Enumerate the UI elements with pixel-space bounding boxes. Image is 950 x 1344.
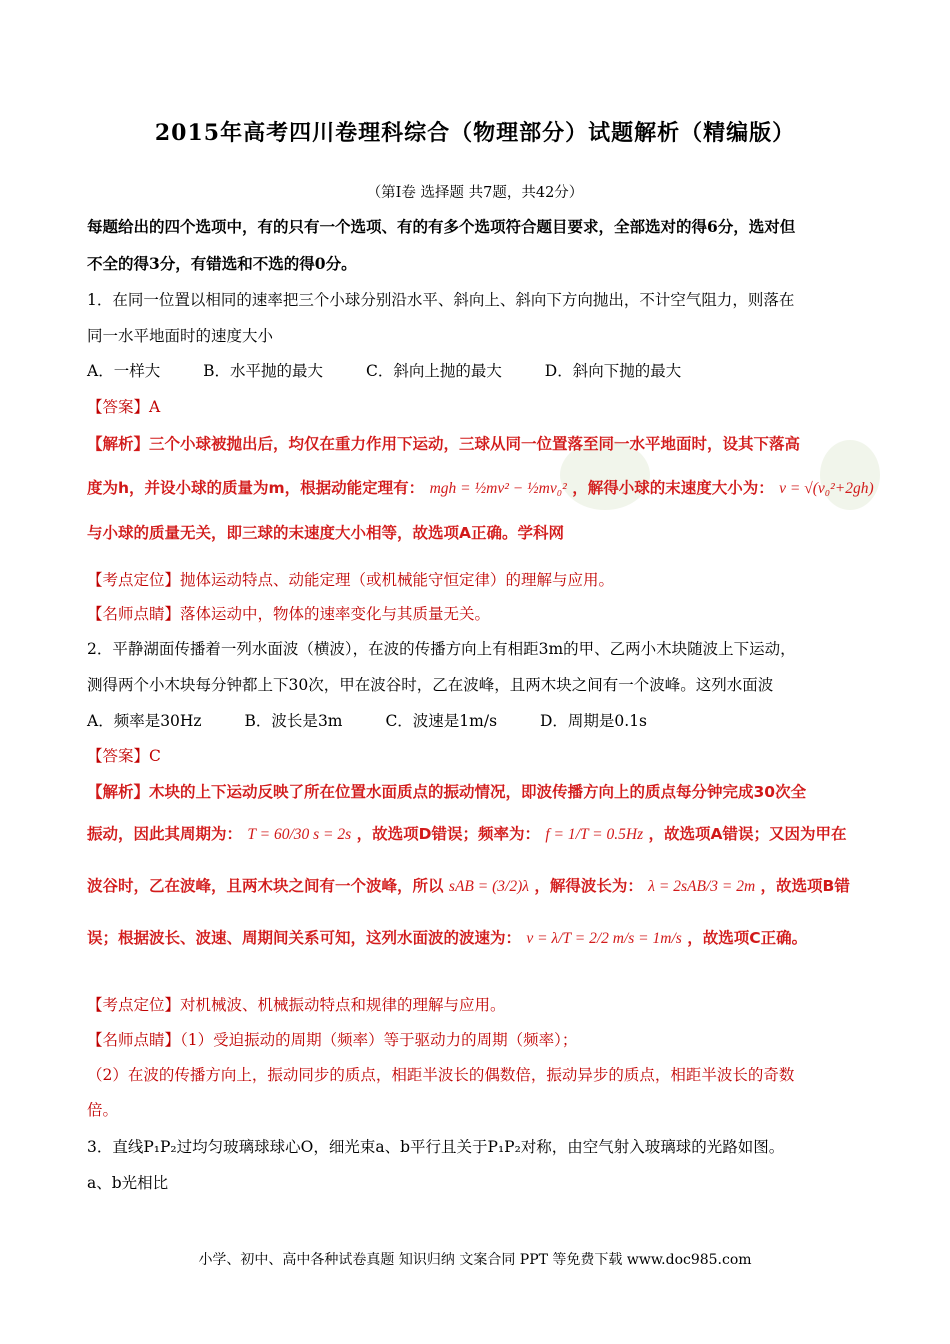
q3-stem-line-1: 3．直线P₁P₂过均匀玻璃球球心O，细光束a、b平行且关于P₁P₂对称，由空气射入玻璃球的光路如图。 — [87, 1138, 785, 1156]
q2-analysis-text-e: ，解得波长为： — [534, 877, 643, 895]
page-footer: 小学、初中、高中各种试卷真题 知识归纳 文案合同 PPT 等免费下载 www.doc985.com — [198, 1252, 752, 1268]
q2-formula-period: T = 60/30 s = 2s — [247, 826, 352, 843]
q2-analysis-line-4 — [87, 926, 807, 948]
q2-option-b: B．波长是3m — [244, 712, 343, 730]
q1-stem-line-1: 1．在同一位置以相同的速率把三个小球分别沿水平、斜向上、斜向下方向抛出，不计空气阻力，则落在 — [87, 291, 795, 309]
q1-analysis-text-b: ，解得小球的末速度大小为： — [572, 479, 774, 497]
q3-stem-line-2: a、b光相比 — [87, 1174, 169, 1192]
q2-dianjing-line-2: （2）在波的传播方向上，振动同步的质点，相距半波长的偶数倍，振动异步的质点，相距半波长的奇数 — [87, 1066, 795, 1084]
q1-answer: 【答案】A — [87, 398, 161, 416]
instructions-line-1: 每题给出的四个选项中，有的只有一个选项、有的有多个选项符合题目要求，全部选对的得6分，选对但 — [87, 217, 796, 236]
q2-stem-line-1: 2．平静湖面传播着一列水面波（横波），在波的传播方向上有相距3m的甲、乙两小木块随波上下运动， — [87, 640, 796, 658]
q2-analysis-text-f: ，故选项B错 — [760, 877, 850, 895]
q2-analysis-line-3 — [87, 874, 850, 896]
q2-formula-frequency: f = 1/T = 0.5Hz — [545, 826, 644, 843]
q1-option-b: B．水平抛的最大 — [203, 362, 324, 380]
watermark-logo-2 — [820, 440, 880, 510]
q1-analysis-text-a: 度为h，并设小球的质量为m，根据动能定理有： — [87, 479, 425, 497]
q2-analysis-text-b: ，故选项D错误；频率为： — [356, 825, 540, 843]
q2-option-a: A．频率是30Hz — [87, 712, 202, 730]
q1-analysis-line-1: 【解析】三个小球被抛出后，均仅在重力作用下运动，三球从同一位置落至同一水平地面时，设其下落高 — [87, 435, 801, 453]
section-subtitle: （第Ⅰ卷 选择题 共7题，共42分） — [366, 185, 584, 201]
q2-dianjing-line-1: 【名师点睛】（1）受迫振动的周期（频率）等于驱动力的周期（频率）； — [87, 1031, 578, 1049]
q2-kaodian: 【考点定位】对机械波、机械振动特点和规律的理解与应用。 — [87, 996, 506, 1014]
q2-formula-wavelength: λ = 2sAB/3 = 2m — [648, 878, 756, 895]
q1-dianjing: 【名师点睛】落体运动中，物体的速率变化与其质量无关。 — [87, 605, 491, 623]
q2-analysis-line-2 — [87, 822, 847, 844]
q2-stem-line-2: 测得两个小木块每分钟都上下30次，甲在波谷时，乙在波峰，且两木块之间有一个波峰。这列水面波 — [87, 676, 774, 694]
q2-options — [87, 709, 685, 731]
q1-analysis-line-2 — [87, 476, 874, 498]
q1-formula-energy: mgh = ½mv² − ½mv₀² — [429, 480, 567, 497]
q2-analysis-text-a: 振动，因此其周期为： — [87, 825, 243, 843]
q2-analysis-text-d: 波谷时，乙在波峰，且两木块之间有一个波峰，所以 — [87, 877, 444, 895]
q1-stem-line-2: 同一水平地面时的速度大小 — [87, 327, 274, 345]
page-title: 2015年高考四川卷理科综合（物理部分）试题解析（精编版） — [154, 120, 796, 146]
q2-dianjing-line-3: 倍。 — [87, 1101, 119, 1119]
q2-analysis-line-1: 【解析】木块的上下运动反映了所在位置水面质点的振动情况，即波传播方向上的质点每分钟完成30次全 — [87, 783, 807, 801]
q2-option-d: D．周期是0.1s — [539, 712, 648, 730]
q2-analysis-text-c: ，故选项A错误；又因为甲在 — [648, 825, 847, 843]
q2-answer: 【答案】C — [87, 747, 161, 765]
q1-option-d: D．斜向下抛的最大 — [544, 362, 682, 380]
q2-formula-speed: v = λ/T = 2/2 m/s = 1m/s — [526, 930, 682, 947]
q1-option-a: A．一样大 — [87, 362, 161, 380]
q1-analysis-line-3: 与小球的质量无关，即三球的末速度大小相等，故选项A正确。学科网 — [87, 524, 564, 542]
q1-kaodian: 【考点定位】抛体运动特点、动能定理（或机械能守恒定律）的理解与应用。 — [87, 571, 615, 589]
q2-analysis-text-g: 误；根据波长、波速、周期间关系可知，这列水面波的波速为： — [87, 929, 522, 947]
q2-formula-distance: sAB = (3/2)λ — [448, 878, 529, 895]
q2-analysis-text-h: ，故选项C正确。 — [687, 929, 808, 947]
q1-option-c: C．斜向上抛的最大 — [365, 362, 502, 380]
q1-formula-velocity: v = √(v₀²+2gh) — [779, 480, 874, 497]
q2-option-c: C．波速是1m/s — [385, 712, 498, 730]
q1-options — [87, 359, 719, 381]
instructions-line-2: 不全的得3分，有错选和不选的得0分。 — [87, 254, 357, 273]
